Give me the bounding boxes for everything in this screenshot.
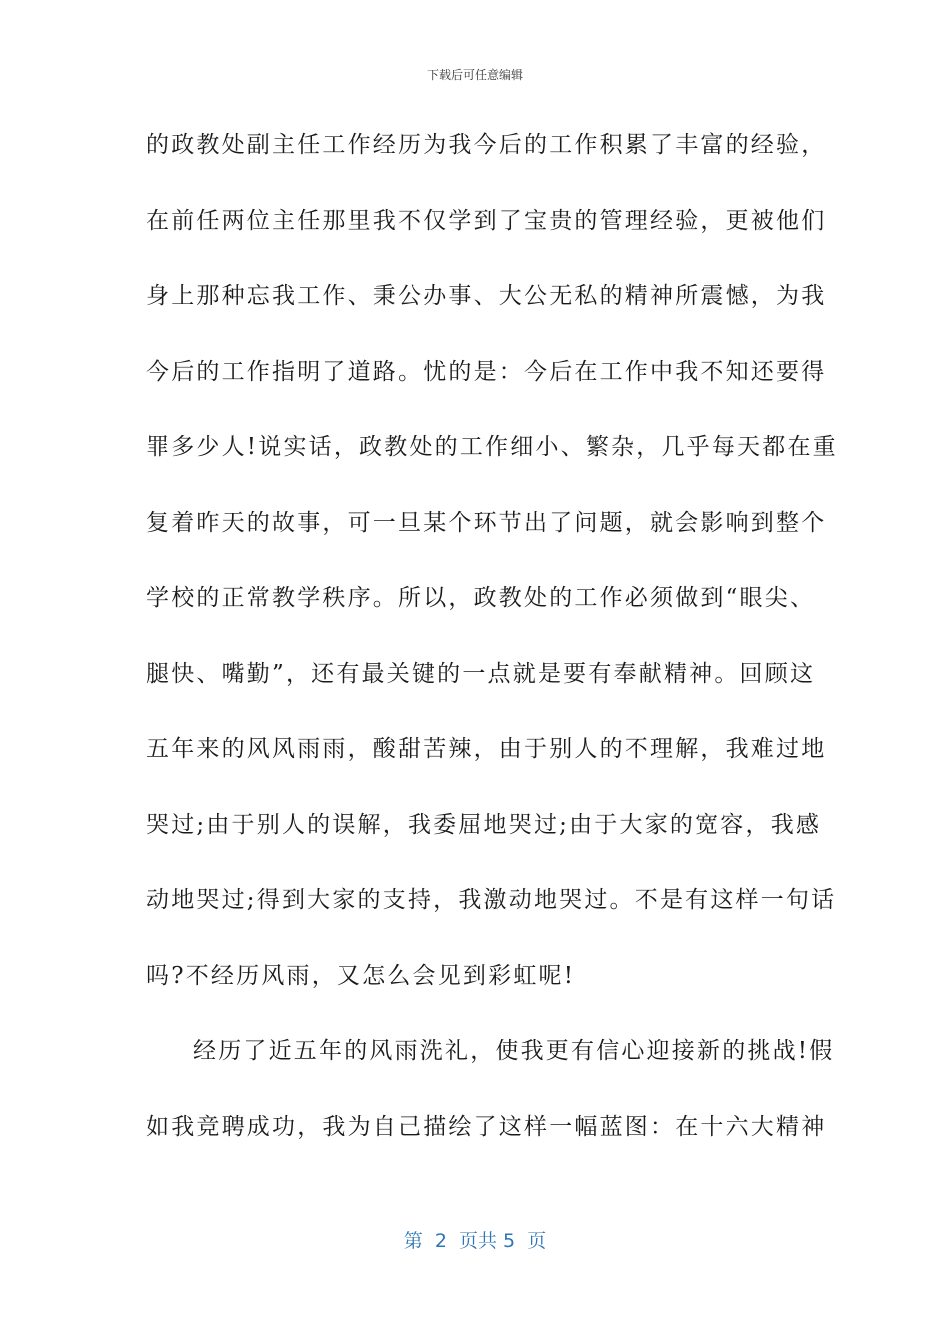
text-line: 今后的工作指明了道路。忧的是：今后在工作中我不知还要得 (146, 358, 827, 385)
text-line: 动地哭过;得到大家的支持，我激动地哭过。不是有这样一句话 (146, 887, 837, 913)
text-line: 哭过;由于别人的误解，我委屈地哭过;由于大家的宽容，我感 (146, 811, 822, 838)
text-line: 腿快、嘴勤”，还有最关键的一点就是要有奉献精神。回顾这 (146, 660, 816, 687)
text-line: 学校的正常教学秩序。所以，政教处的工作必须做到“眼尖、 (146, 585, 816, 611)
text-line: 在前任两位主任那里我不仅学到了宝贵的管理经验，更被他们 (146, 207, 827, 234)
text-line: 的政教处副主任工作经历为我今后的工作积累了丰富的经验， (146, 132, 827, 158)
text-line: 如我竞聘成功，我为自己描绘了这样一幅蓝图：在十六大精神 (146, 1113, 827, 1140)
header-note: 下载后可任意编辑 (426, 68, 523, 82)
text-line: 复着昨天的故事，可一旦某个环节出了问题，就会影响到整个 (146, 509, 827, 536)
page-number: 第 2 页共 5 页 (403, 1230, 547, 1252)
text-line: 罪多少人!说实话，政教处的工作细小、繁杂，几乎每天都在重 (146, 434, 838, 460)
text-line: 五年来的风风雨雨，酸甜苦辣，由于别人的不理解，我难过地 (146, 736, 827, 762)
text-line: 身上那种忘我工作、秉公办事、大公无私的精神所震憾，为我 (146, 283, 827, 309)
document-body (146, 120, 838, 1177)
text-line: 吗?不经历风雨，又怎么会见到彩虹呢! (146, 962, 576, 989)
text-line-paragraph-start: 经历了近五年的风雨洗礼，使我更有信心迎接新的挑战!假 (193, 1038, 835, 1064)
